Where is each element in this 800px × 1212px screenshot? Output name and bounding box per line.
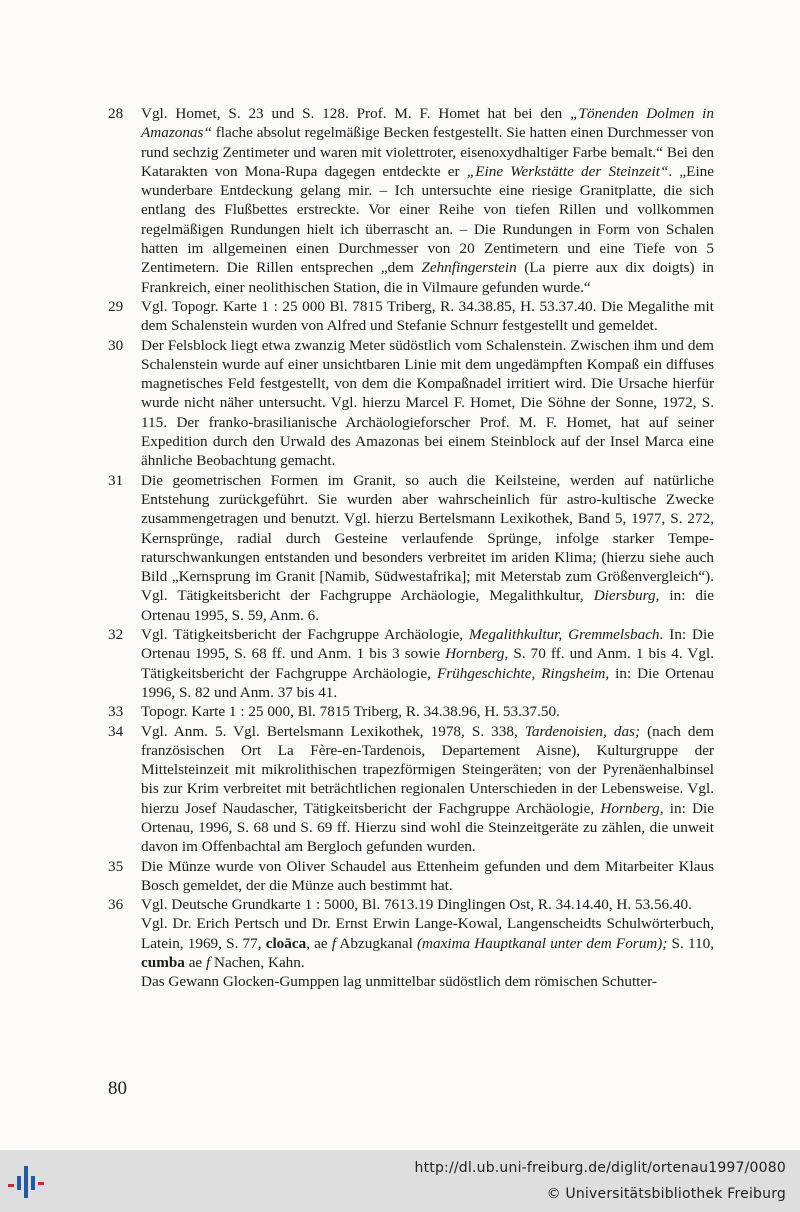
footnote-text-run: Vgl. Deutsche Grundkarte 1 : 5000, Bl. 7613.19 Dinglingen Ost, R. 34.14.40, H. 53.56.40. <box>141 896 692 914</box>
footnote-number: 30 <box>108 336 124 354</box>
footnote-number <box>108 914 141 972</box>
footnote-text <box>141 104 714 297</box>
footnote <box>108 972 714 991</box>
footnote-text-run: Topogr. Karte 1 : 25 000, Bl. 7815 Triberg, R. 34.38.96, H. 53.37.50. <box>141 703 560 721</box>
footnote-text-run: Vgl. Dr. Erich Pertsch und Dr. Ernst Erwin Lange-Kowal, Langenscheidts Schulwörterbuch, Latein, 1969, S. 77, <box>141 915 714 952</box>
footnote-text-run: , S. 70 ff. und Anm. 1 bis 4. Vgl. Tätigkeitsbericht der Fachgruppe Archäologie, <box>141 645 714 682</box>
footnote-number: 36 <box>108 896 124 914</box>
footnote-text-run: Der Felsblock liegt etwa zwanzig Meter südöstlich vom Schalenstein. Zwischen ihm und dem Schalenstein wurde auf einer unsichtbaren Linie mit dem ungedämpften Kompaß ein diffuses magnetisches Feld festgestellt, von dem die Kompaßnadel irritiert wird. Die Ursache hierfür wurde nicht näher untersucht. Vgl. hierzu Marcel F. Homet, Die Söhne der Sonne, 1972, S. 115. Der franko-brasilianische Archäologieforscher Prof. M. F. Homet, hat auf seiner Expedition durch den Urwald des Amazonas bei einem Steinblock auf der Insel Marca eine ähnliche Beobachtung gemacht. <box>141 336 714 470</box>
footnote <box>108 625 714 702</box>
footnote-text-run: Vgl. Tätigkeitsbericht der Fachgruppe Archäologie, <box>141 626 469 644</box>
footnote-text-run: Frühgeschichte, Ringsheim, <box>436 664 610 682</box>
footnote-number <box>108 972 141 991</box>
footnote-text-run: Das Gewann Glocken-Gumppen lag unmittelbar südöstlich dem römischen Schutter- <box>141 973 657 991</box>
footnote-text-run: cloāca <box>265 934 307 952</box>
footnote-text-run: in: Die Ortenau, 1996, S. 68 und S. 69 ff. Hierzu sind wohl die Steinzeitgeräte zu zählen, die unweit davon im Offenbachtal am Bergloch gefunden wurden. <box>141 799 714 856</box>
footnote-number: 32 <box>108 626 124 644</box>
footnote-text-run: Tardenoisien, das; <box>524 722 641 740</box>
footnote-text-run: flache absolut regelmäßige Becken festgestellt. Sie hatten einen Durchmesser von rund sechzig Zentimeter und waren mit violettroter, eisenoxydhaltiger Farbe bemalt.“ Bei den Katarakten von Mona-Rupa dagegen entdeckte er <box>141 124 714 180</box>
footnote-text-run: Megalithkultur, Gremmelsbach <box>468 626 660 644</box>
footnote-text-run: , ae <box>306 934 332 952</box>
footnote-text <box>141 336 714 471</box>
footnote-text-run: „Eine Werkstätte der Steinzeit“ <box>466 162 669 180</box>
source-url-link[interactable]: http://dl.ub.uni-freiburg.de/diglit/ortenau1997/0080 <box>414 1160 786 1176</box>
copyright-notice: © Universitätsbibliothek Freiburg <box>546 1186 786 1202</box>
footnote-text-run: . In: Die Ortenau 1995, S. 68 ff. und Anm. 1 bis 3 sowie <box>141 626 714 663</box>
footnote-text-run: Hornberg, <box>600 799 664 817</box>
ub-freiburg-logo-icon <box>8 1162 52 1202</box>
footnote-text <box>141 297 714 336</box>
footnote-text-run: Die Münze wurde von Oliver Schaudel aus Ettenheim gefunden und dem Mitarbeiter Klaus Bosch gemeldet, der die Münze auch bestimmt hat. <box>141 857 714 894</box>
footnote-text-run: (La pierre aux dix doigts) in Frankreich, einer neolithischen Station, die in Vilmaure gefunden wurde.“ <box>141 259 715 296</box>
footnote <box>108 857 714 896</box>
footnote-text-run: Hornberg <box>445 645 505 663</box>
footnote-text <box>141 625 714 702</box>
footnote-text-run: f <box>331 934 337 952</box>
footnote <box>108 104 714 297</box>
footnotes <box>108 104 714 992</box>
footnote-text-run: Die geometrischen Formen im Granit, so auch die Keilsteine, werden auf natürliche Entstehung zurückgeführt. Sie wurden aber wahrscheinlich für astro-kultische Zwecke zusammengetragen und benutzt. Vgl. hierzu Bertelsmann Lexikothek, Band 5, 1977, S. 272, Kernsprünge, radial durch Gesteine verlaufende Sprünge, infolge starker Temperaturschwankungen entstanden und besonders verbreitet im ariden Klima; (hierzu siehe auch Bild „Kernsprung im Granit [Namib, Südwestafrika]; mit Meterstab zum Größenvergleich“). Vgl. Tätigkeitsbericht der Fachgruppe Archäologie, Megalithkultur, <box>141 471 714 605</box>
footnote <box>108 336 714 471</box>
footnote <box>108 895 714 914</box>
footnote-text-run: . „Eine wunderbare Entdeckung gelang mir. – Ich untersuchte eine riesige Granitplatte, die sich entlang des Flußbettes erstreckte. Vor einer Reihe von tiefen Rillen und vollkommen regelmäßigen Rundungen hielt ich überrascht an. – Die Rundungen in Form von Schalen hatten im allgemeinen einen Durchmesser von 20 Zentimetern und eine Tiefe von 5 Zentimetern. Die Rillen entsprechen „dem <box>141 162 715 277</box>
footnote-text-run: cumba <box>141 954 185 972</box>
footnote-text-run: ae <box>184 954 206 972</box>
footnote <box>108 471 714 625</box>
footnote <box>108 297 714 336</box>
footnote-text-run: Zehnfingerstein <box>421 259 517 277</box>
footnote-text-run: Vgl. Homet, S. 23 und S. 128. Prof. M. F. Homet hat bei den <box>141 105 571 122</box>
footnote-number: 35 <box>108 857 124 875</box>
footnote-text-run: Abzugkanal <box>336 934 417 952</box>
footnote-number: 28 <box>108 105 124 122</box>
footnote-text-run: in: Die Ortenau 1996, S. 82 und Anm. 37 bis 41. <box>141 664 714 701</box>
footnote-number: 33 <box>108 703 124 721</box>
footnote <box>108 722 714 857</box>
footnote-text-run: (maxima Hauptkanal unter dem Forum); <box>416 934 668 952</box>
footnote <box>108 914 714 972</box>
footnote-text <box>141 702 714 721</box>
footnote-text <box>141 857 714 896</box>
footnote-text-run: (nach dem französischen Ort La Fère-en-Tardenois, Departement Aisne), Kulturgruppe der Mittelsteinzeit mit mikrolithischen trapezförmigen Steingeräten; von der Pyrenäenhalbinsel bis zur Krim verbreitet mit beträchtlichen regionalen Unterschieden in der Lebensweise. Vgl. hierzu Josef Naudascher, Tätigkeitsbericht der Fachgruppe Archäologie, <box>141 722 715 817</box>
viewer-footer <box>0 1150 800 1212</box>
footnote-text <box>141 914 714 972</box>
footnote-number: 34 <box>108 722 124 740</box>
footnote-text <box>141 722 714 857</box>
footnote-text-run: in: die Ortenau 1995, S. 59, Anm. 6. <box>141 587 714 624</box>
footnote-text-run: Vgl. Topogr. Karte 1 : 25 000 Bl. 7815 Triberg, R. 34.38.85, H. 53.37.40. Die Megalithe mit dem Schalenstein wurden von Alfred und Stefanie Schnurr festgestellt und gemeldet. <box>141 297 714 335</box>
footnote-text-run: f <box>205 954 211 972</box>
footnote-text-run: „Tönenden Dolmen in Amazonas“ <box>141 105 714 142</box>
footnote-number: 29 <box>108 297 124 315</box>
page-number: 80 <box>108 1078 127 1099</box>
footnote-text <box>141 895 714 914</box>
footnote-text-run: Nachen, Kahn. <box>210 954 305 972</box>
footnote-text-run: Vgl. Anm. 5. Vgl. Bertelsmann Lexikothek, 1978, S. 338, <box>141 722 525 740</box>
footnote-number: 31 <box>108 471 124 489</box>
footnote-text-run: S. 110, <box>667 934 714 952</box>
footnote-text <box>141 471 714 625</box>
footnote-text <box>141 972 714 991</box>
footnote-text-run: Diersburg, <box>593 587 660 605</box>
footnote <box>108 702 714 721</box>
